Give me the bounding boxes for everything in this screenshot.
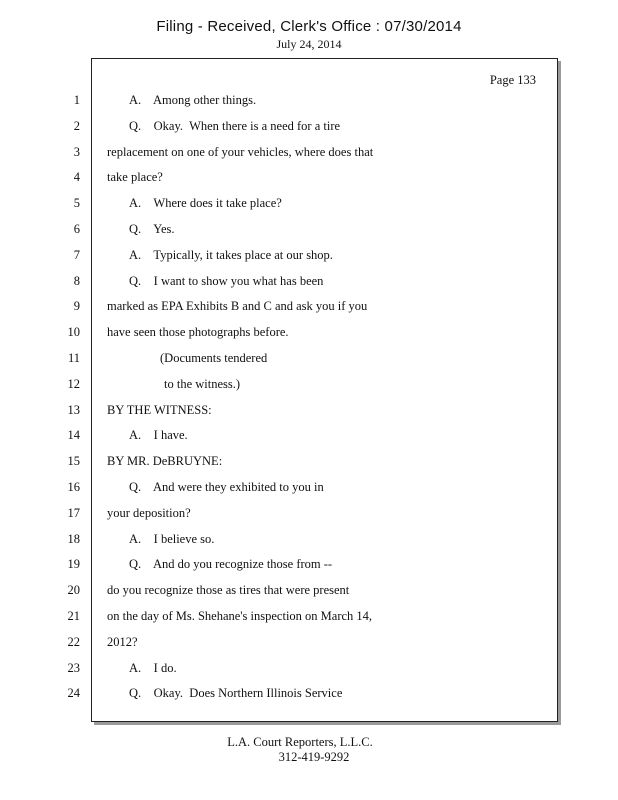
transcript-line: [0, 480, 618, 500]
transcript-line: [0, 351, 618, 371]
transcript-line: [0, 686, 618, 706]
line-number: 18: [67, 531, 80, 546]
transcript-line: [0, 506, 618, 526]
line-number: 2: [73, 118, 80, 133]
transcript-line: [0, 661, 618, 681]
transcript-line: [0, 428, 618, 448]
line-number: 13: [67, 402, 80, 417]
line-number: 19: [67, 557, 80, 572]
line-text: on the day of Ms. Shehane's inspection on March 14,: [107, 609, 373, 623]
transcript-line: [0, 532, 618, 552]
line-text: (Documents tendered: [160, 351, 268, 365]
transcript-line: [0, 119, 618, 139]
line-number: 23: [67, 660, 80, 675]
line-text: Q. Okay. Does Northern Illinois Service: [129, 686, 343, 701]
line-text: Q. Yes.: [129, 222, 175, 236]
line-text: Q. And do you recognize those from --: [129, 557, 333, 572]
reporter-phone: 312-419-9292: [278, 750, 350, 764]
transcript-line: [0, 93, 618, 113]
line-number: 3: [73, 144, 80, 159]
transcript-line: [0, 403, 618, 423]
line-number: 5: [73, 196, 80, 211]
line-number: 12: [67, 376, 80, 391]
transcript-date: July 24, 2014: [276, 37, 342, 51]
line-number: 21: [67, 609, 80, 623]
transcript-line: [0, 325, 618, 345]
filing-stamp: Filing - Received, Clerk's Office : 07/30/2014: [156, 18, 462, 35]
transcript-line: [0, 583, 618, 603]
line-number: 10: [67, 325, 80, 340]
line-text: A. Among other things.: [129, 93, 257, 107]
line-number: 1: [73, 93, 80, 107]
line-text: do you recognize those as tires that were present: [107, 583, 350, 598]
line-text: BY MR. DeBRUYNE:: [107, 454, 223, 469]
line-text: to the witness.): [164, 376, 241, 391]
transcript-line: [0, 377, 618, 397]
line-text: replacement on one of your vehicles, where does that: [107, 144, 374, 159]
line-text: have seen those photographs before.: [107, 325, 289, 340]
line-text: A. I believe so.: [129, 531, 215, 546]
line-text: A. Typically, it takes place at our shop.: [129, 247, 333, 262]
line-number: 11: [67, 351, 80, 365]
line-text: A. I have.: [129, 428, 188, 443]
line-text: A. I do.: [129, 660, 177, 675]
transcript-line: [0, 299, 618, 319]
line-text: Q. I want to show you what has been: [129, 273, 324, 288]
line-number: 9: [73, 299, 80, 314]
line-text: A. Where does it take place?: [129, 196, 282, 211]
line-text: marked as EPA Exhibits B and C and ask you if you: [107, 299, 368, 314]
reporter-company: L.A. Court Reporters, L.L.C.: [227, 735, 373, 749]
transcript-line: [0, 196, 618, 216]
transcript-line: [0, 609, 618, 629]
line-number: 22: [67, 634, 80, 649]
transcript-line: [0, 274, 618, 294]
transcript-line: [0, 635, 618, 655]
line-text: your deposition?: [107, 505, 191, 520]
line-text: BY THE WITNESS:: [107, 402, 212, 417]
line-text: Q. Okay. When there is a need for a tire: [129, 118, 341, 133]
line-number: 15: [67, 454, 80, 469]
transcript-line: [0, 557, 618, 577]
line-text: Q. And were they exhibited to you in: [129, 480, 324, 494]
line-number: 24: [67, 686, 80, 701]
line-number: 8: [73, 273, 80, 288]
line-number: 17: [67, 505, 80, 520]
transcript-line: [0, 170, 618, 190]
line-number: 4: [73, 170, 80, 185]
line-number: 7: [73, 247, 80, 262]
line-number: 6: [73, 222, 80, 236]
transcript-line: [0, 454, 618, 474]
transcript-line: [0, 248, 618, 268]
line-number: 14: [67, 428, 80, 443]
line-number: 20: [67, 583, 80, 598]
transcript-line: [0, 222, 618, 242]
transcript-line: [0, 145, 618, 165]
line-text: 2012?: [107, 634, 138, 649]
page-number: Page 133: [489, 73, 536, 87]
line-text: take place?: [107, 170, 163, 185]
line-number: 16: [67, 480, 80, 494]
